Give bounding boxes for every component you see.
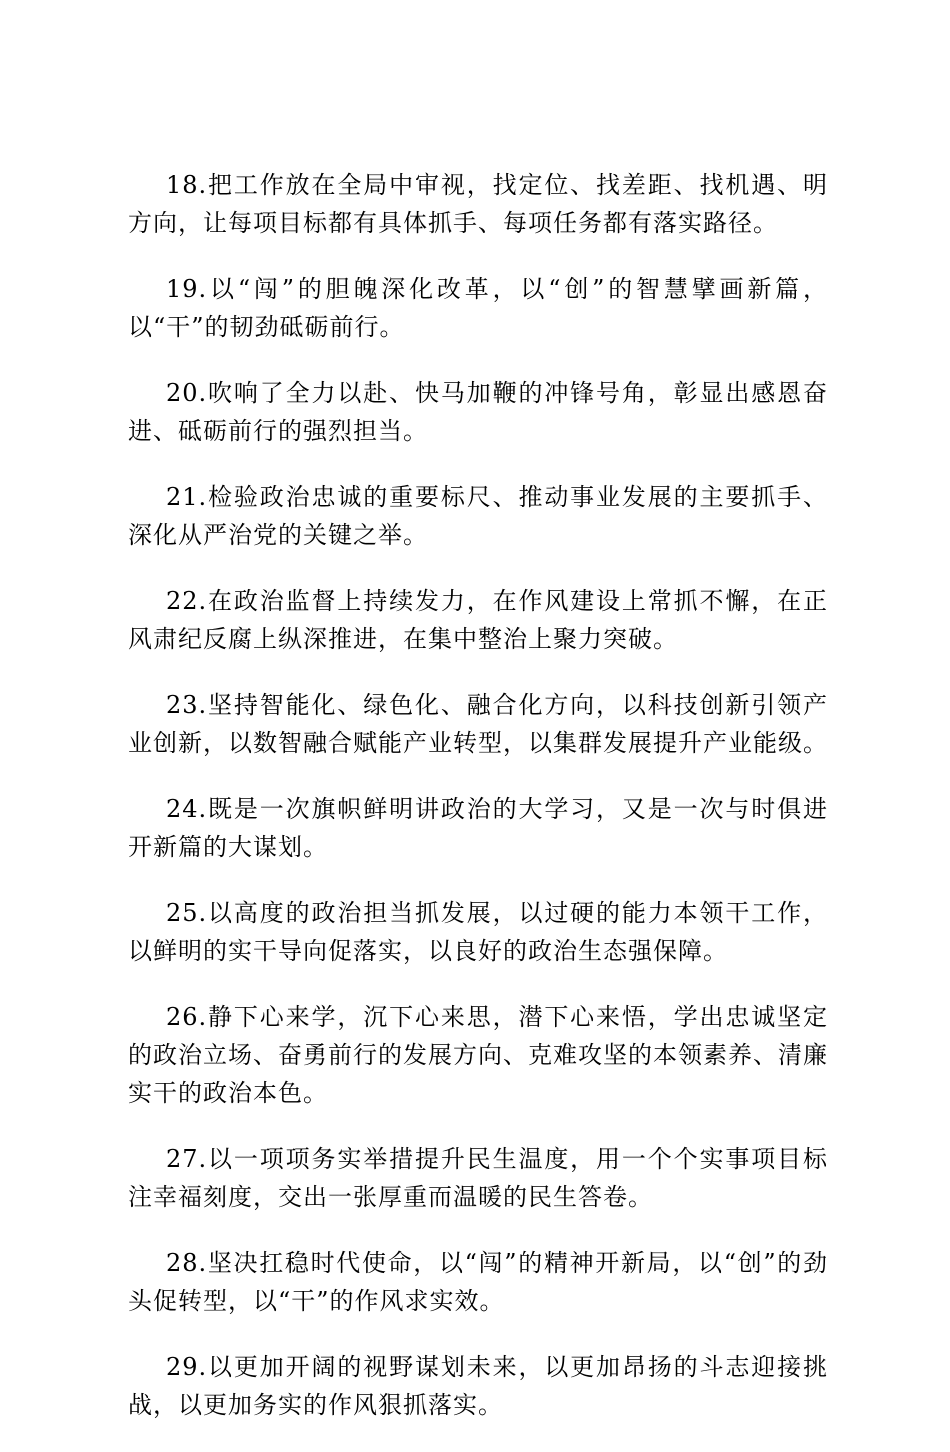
paragraph-25: 25.以高度的政治担当抓发展，以过硬的能力本领干工作，以鲜明的实干导向促落实，以良好的政治生态强保障。 [128,899,828,965]
paragraph-24: 24.既是一次旗帜鲜明讲政治的大学习，又是一次与时俱进开新篇的大谋划。 [128,795,828,861]
paragraph-26: 26.静下心来学，沉下心来思，潜下心来悟，学出忠诚坚定的政治立场、奋勇前行的发展方向、克难攻坚的本领素养、清廉实干的政治本色。 [128,1003,828,1107]
paragraph-29: 29.以更加开阔的视野谋划未来，以更加昂扬的斗志迎接挑战，以更加务实的作风狠抓落实。 [128,1353,828,1419]
document-body [128,166,828,1452]
paragraph-27: 27.以一项项务实举措提升民生温度，用一个个实事项目标注幸福刻度，交出一张厚重而温暖的民生答卷。 [128,1145,828,1211]
paragraph-28: 28.坚决扛稳时代使命，以“闯”的精神开新局，以“创”的劲头促转型，以“干”的作风求实效。 [128,1249,828,1315]
paragraph-20: 20.吹响了全力以赴、快马加鞭的冲锋号角，彰显出感恩奋进、砥砺前行的强烈担当。 [128,379,828,445]
paragraph-21: 21.检验政治忠诚的重要标尺、推动事业发展的主要抓手、深化从严治党的关键之举。 [128,483,828,549]
paragraph-22: 22.在政治监督上持续发力，在作风建设上常抓不懈，在正风肃纪反腐上纵深推进，在集中整治上聚力突破。 [128,587,828,653]
paragraph-23: 23.坚持智能化、绿色化、融合化方向，以科技创新引领产业创新，以数智融合赋能产业转型，以集群发展提升产业能级。 [128,691,828,757]
paragraph-19: 19.以“闯”的胆魄深化改革，以“创”的智慧擘画新篇，以“干”的韧劲砥砺前行。 [128,275,828,341]
paragraph-18: 18.把工作放在全局中审视，找定位、找差距、找机遇、明方向，让每项目标都有具体抓手、每项任务都有落实路径。 [128,171,828,237]
